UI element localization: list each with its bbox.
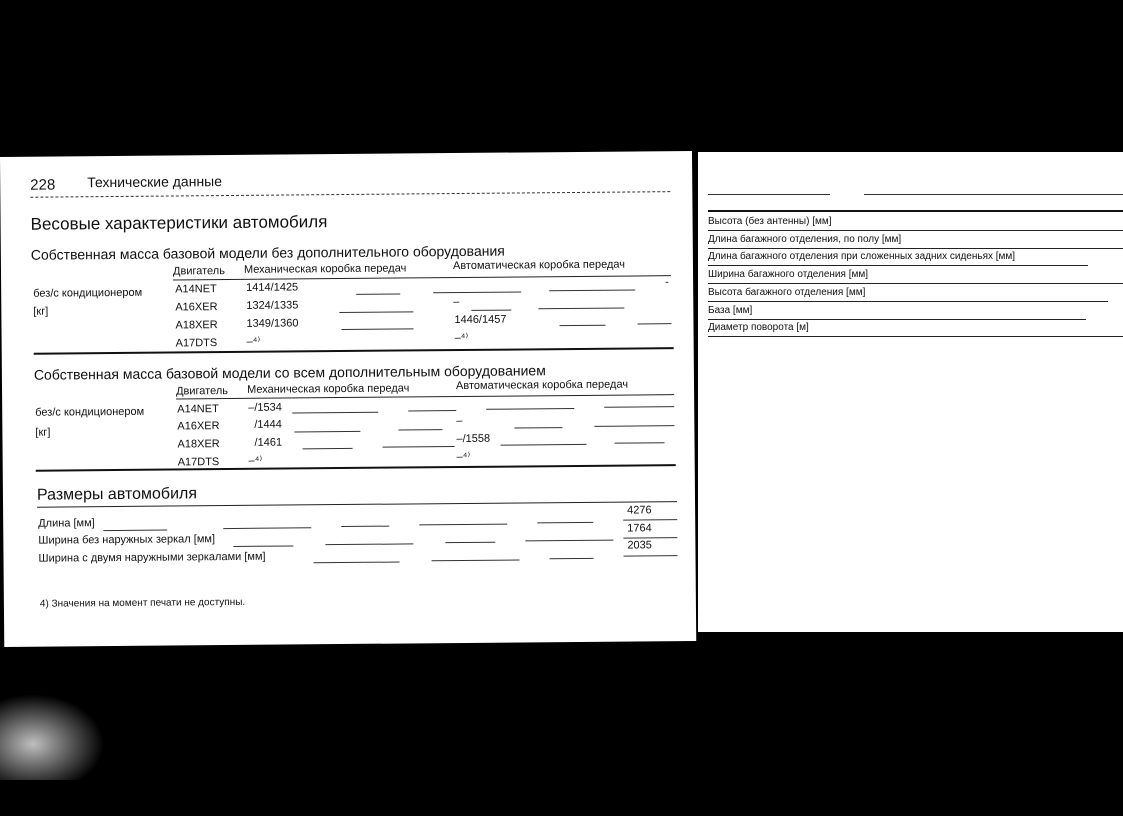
table2-title: Собственная масса базовой модели со всем дополнительным оборудованием xyxy=(33,362,546,383)
table2-manual-3: /1461 xyxy=(254,436,283,449)
table1-engine-4: A17DTS xyxy=(175,337,218,350)
footnote: 4) Значения на момент печати не доступны. xyxy=(39,596,246,610)
right-page xyxy=(698,152,1123,632)
spec-wheelbase: База [мм] xyxy=(708,305,753,316)
table1-col-manual: Механическая коробка передач xyxy=(243,262,407,276)
table1-auto-3: 1446/1457 xyxy=(454,313,507,327)
dimension-value-width: 1764 xyxy=(627,522,652,535)
table2-engine-1: A14NET xyxy=(177,403,219,416)
table1-engine-2: A16XER xyxy=(175,301,218,314)
table1-col-engine: Двигатель xyxy=(172,265,225,278)
table1-row-label: без/с кондиционером xyxy=(33,286,143,300)
spec-turning-diameter: Диаметр поворота [м] xyxy=(708,322,809,333)
table2-engine-3: A18XER xyxy=(177,438,220,451)
table1-title: Собственная масса базовой модели без дополнительного оборудования xyxy=(30,242,505,263)
page-number: 228 xyxy=(30,176,56,194)
table2-row-label: без/с кондиционером xyxy=(35,405,145,419)
right-top-rule xyxy=(708,210,1123,212)
table1-unit-label: [кг] xyxy=(33,305,49,318)
table2-col-engine: Двигатель xyxy=(176,385,229,398)
table1-engine-3: A18XER xyxy=(175,319,218,332)
table1-auto-2: – xyxy=(453,295,460,309)
spec-trunk-width: Ширина багажного отделения [мм] xyxy=(708,269,869,280)
left-page xyxy=(0,151,696,647)
dimension-label-length: Длина [мм] xyxy=(38,517,95,530)
table2-auto-4: –⁴⁾ xyxy=(456,450,471,464)
dimensions-section-title: Размеры автомобиля xyxy=(36,485,198,504)
table2-auto-2: – xyxy=(456,414,463,428)
table2-engine-4: A17DTS xyxy=(177,456,220,469)
spec-trunk-length-seats-folded: Длина багажного отделения при сложенных задних сиденьях [мм] xyxy=(708,251,1016,262)
table1-manual-1: 1414/1425 xyxy=(246,281,299,294)
table1-auto-1: - xyxy=(665,276,669,289)
scan-noise xyxy=(0,690,110,780)
page-header-title: Технические данные xyxy=(87,173,223,191)
table2-bottom-rule xyxy=(36,464,676,472)
dimension-label-width: Ширина без наружных зеркал [мм] xyxy=(38,533,216,547)
spec-height: Высота (без антенны) [мм] xyxy=(708,216,832,227)
table2-unit-label: [кг] xyxy=(35,426,51,439)
table1-bottom-rule xyxy=(34,347,674,355)
table1-header-rule xyxy=(173,275,671,280)
table1-col-auto: Автоматическая коробка передач xyxy=(452,258,626,273)
table2-manual-4: –⁴⁾ xyxy=(248,454,263,467)
table2-manual-2: /1444 xyxy=(254,418,282,431)
weight-section-title: Весовые характеристики автомобиля xyxy=(30,212,328,234)
dimension-value-length: 4276 xyxy=(627,504,652,517)
header-divider xyxy=(30,191,670,198)
table1-manual-3: 1349/1360 xyxy=(246,317,299,330)
table1-auto-4: –⁴⁾ xyxy=(454,331,469,345)
spec-trunk-height: Высота багажного отделения [мм] xyxy=(708,287,866,298)
table1-manual-4: –⁴⁾ xyxy=(246,335,261,348)
table1-manual-2: 1324/1335 xyxy=(246,299,299,312)
table1-engine-1: A14NET xyxy=(175,283,217,296)
table2-auto-3: –/1558 xyxy=(456,432,491,446)
dimension-label-width-mirrors: Ширина с двумя наружными зеркалами [мм] xyxy=(38,550,266,565)
spec-trunk-length-floor: Длина багажного отделения, по полу [мм] xyxy=(708,234,902,245)
table2-manual-1: –/1534 xyxy=(248,401,282,414)
dimension-value-width-mirrors: 2035 xyxy=(627,539,652,552)
table2-engine-2: A16XER xyxy=(177,420,220,433)
table2-col-auto: Автоматическая коробка передач xyxy=(455,378,629,393)
table2-col-manual: Механическая коробка передач xyxy=(246,382,410,396)
